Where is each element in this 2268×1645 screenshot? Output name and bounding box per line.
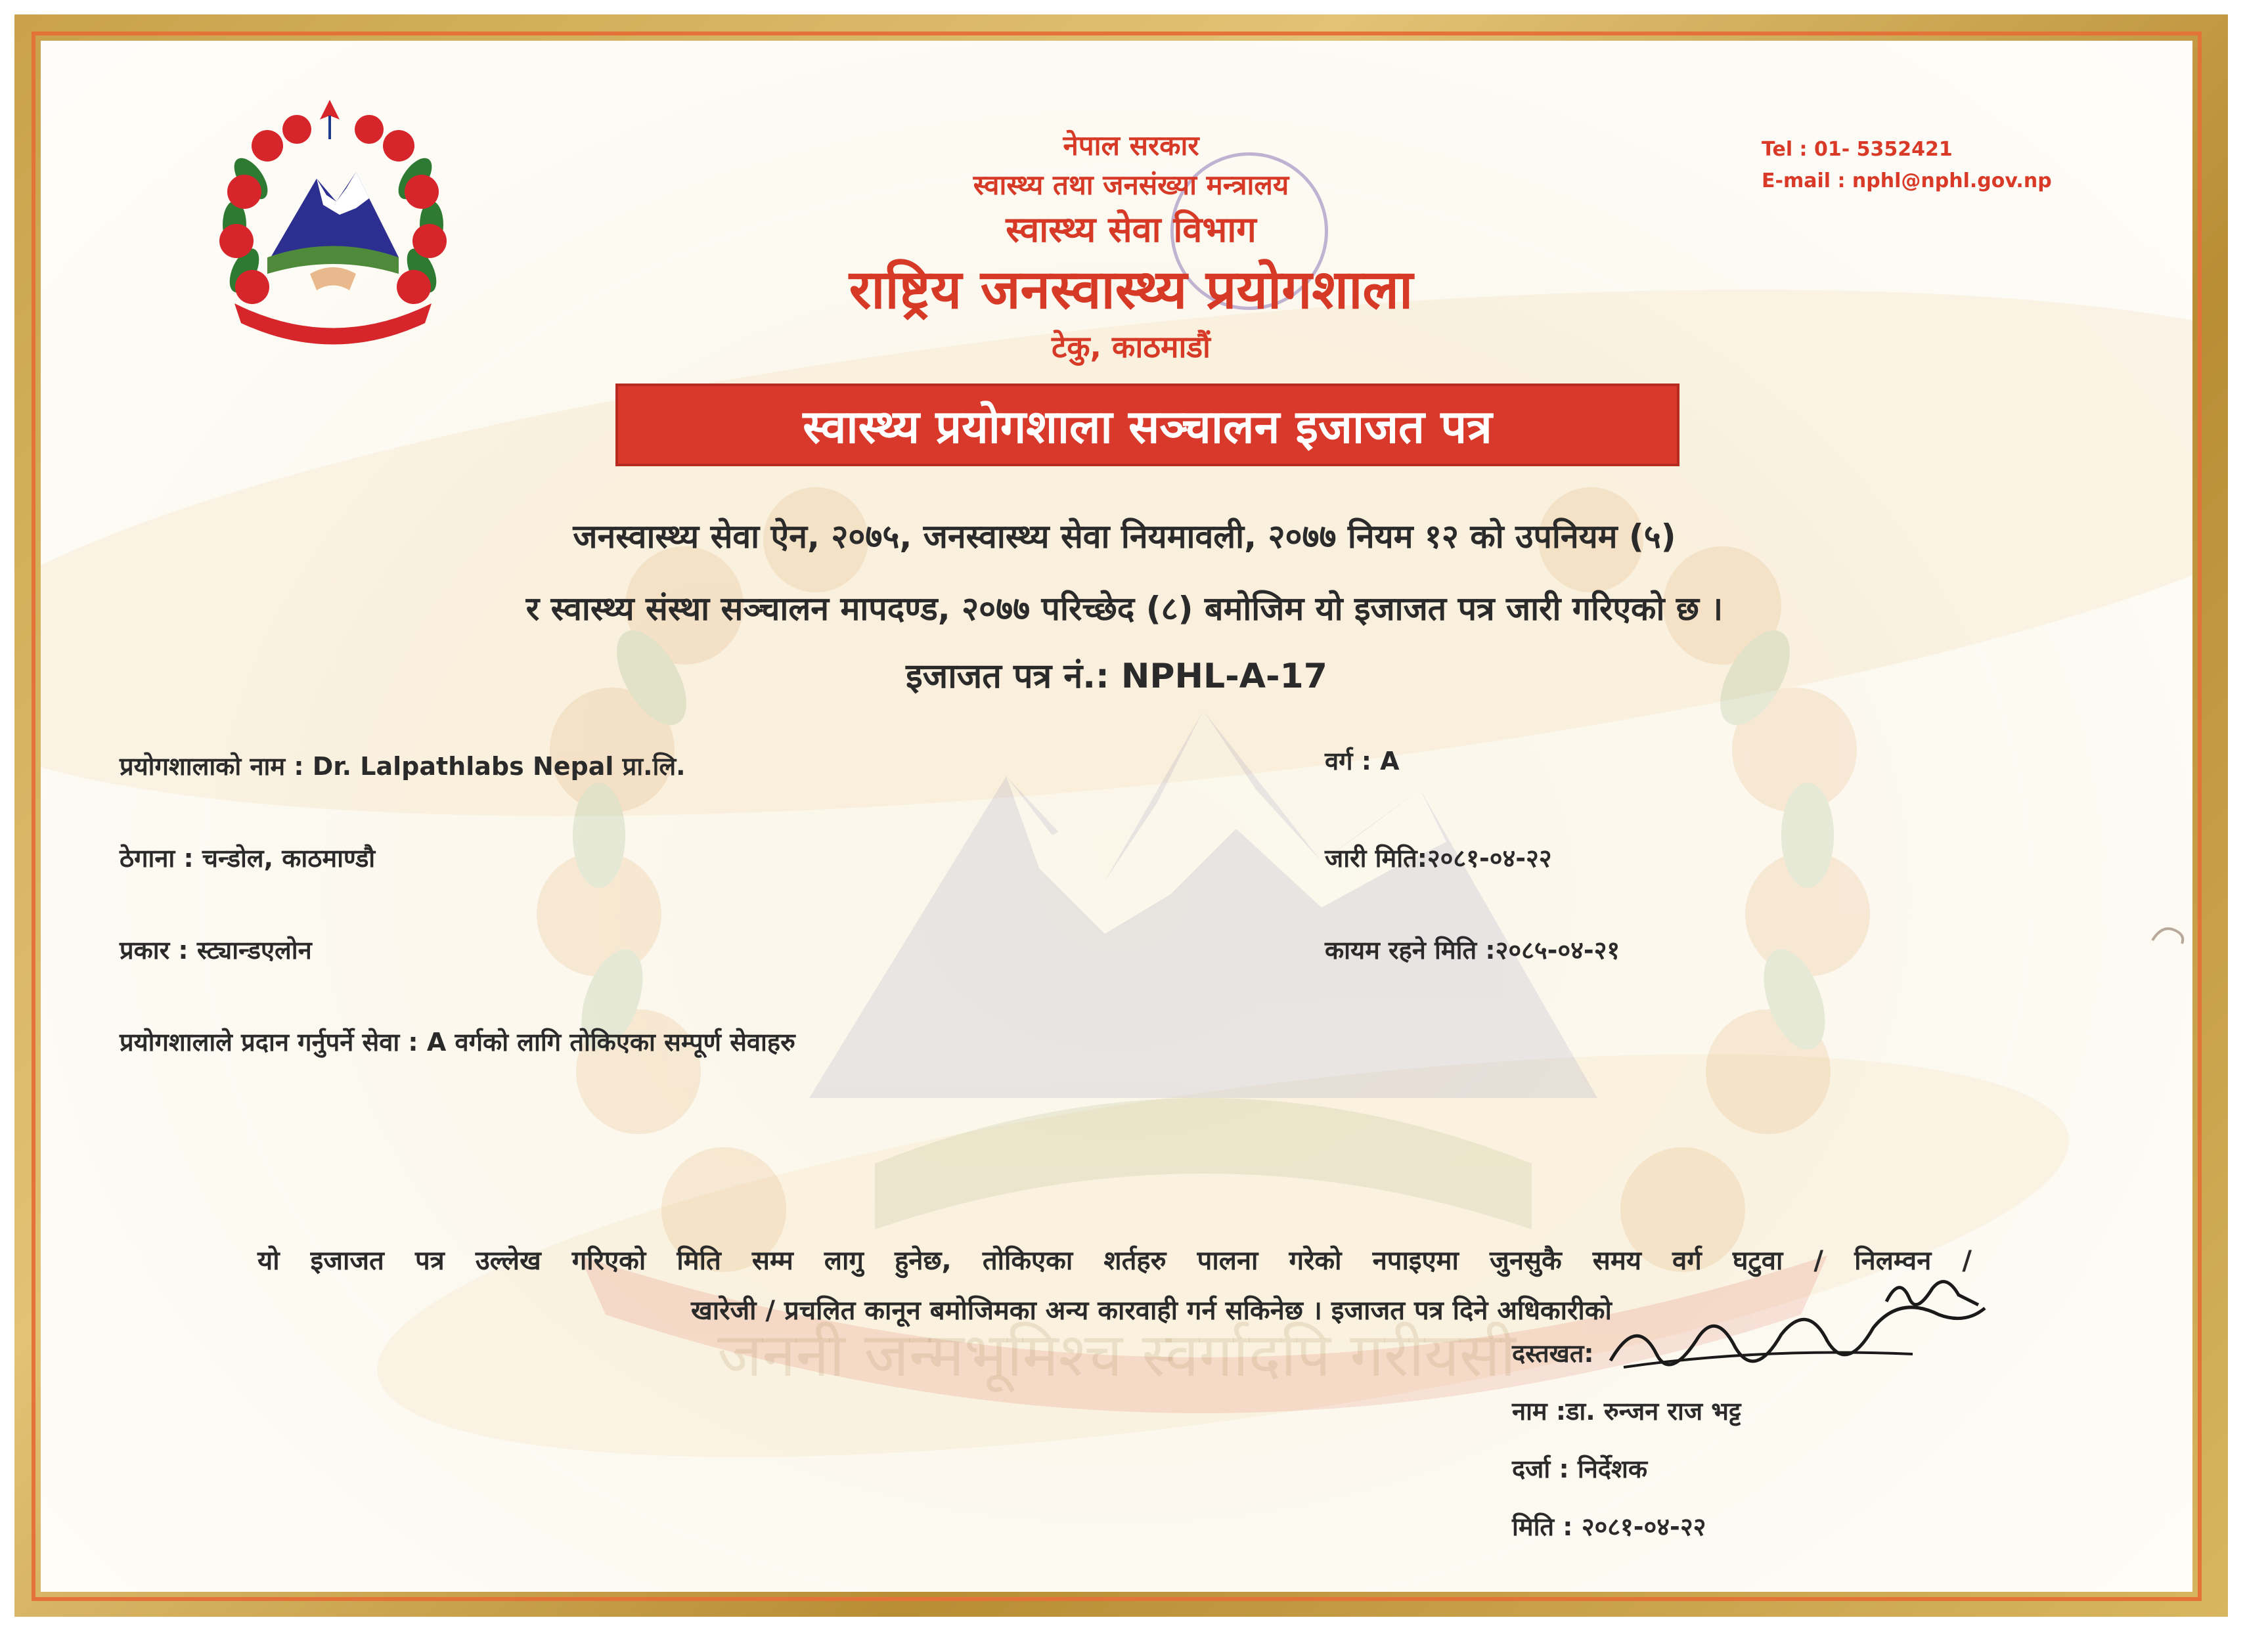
signatory-name: नाम :डा. रुन्जन राज भट्ट — [1512, 1397, 1741, 1426]
certificate-title-banner: स्वास्थ्य प्रयोगशाला सञ्चालन इजाजत पत्र — [615, 384, 1679, 466]
lab-name-field: प्रयोगशालाको नाम : Dr. Lalpathlabs Nepal प्रा.लि. — [120, 752, 686, 781]
ministry-name: स्वास्थ्य तथा जनसंख्या मन्त्रालय — [973, 169, 1289, 201]
conditions-line-1: यो इजाजत पत्र उल्लेख गरिएको मिति सम्म लागु हुनेछ, तोकिएका शर्तहरु पालना गरेको नपाइएमा जुनसुकै समय वर्ग घटुवा / निलम्वन / — [257, 1246, 1972, 1276]
signature-label: दस्तखत: — [1512, 1339, 1594, 1368]
address-field: ठेगाना : चन्डोल, काठमाण्डौ — [120, 844, 376, 873]
conditions-line-2: खारेजी / प्रचलित कानून बमोजिमका अन्य कारवाही गर्न सकिनेछ । इजाजत पत्र दिने अधिकारीको — [691, 1296, 1612, 1326]
department-name: स्वास्थ्य सेवा विभाग — [1006, 209, 1256, 250]
services-field: प्रयोगशालाले प्रदान गर्नुपर्ने सेवा : A वर्गको लागि तोकिएका सम्पूर्ण सेवाहरु — [120, 1028, 795, 1057]
lab-type-field: प्रकार : स्ट्यान्डएलोन — [120, 936, 312, 965]
legal-basis-line-1: जनस्वास्थ्य सेवा ऐन, २०७५, जनस्वास्थ्य सेवा नियमावली, २०७७ नियम १२ को उपनियम (५) — [573, 517, 1676, 556]
legal-basis-statement — [264, 500, 1985, 645]
office-location: टेकु, काठमाडौं — [1052, 329, 1211, 364]
nepal-coat-of-arms-emblem — [205, 93, 461, 356]
emblem-motto-watermark: जननी जन्मभूमिश्च स्वर्गादपि गरीयसी — [717, 1320, 1516, 1390]
permit-number: इजाजत पत्र नं.: NPHL-A-17 — [906, 657, 1327, 696]
class-field: वर्ग : A — [1325, 747, 1400, 776]
paper-blemish — [2149, 921, 2189, 947]
email: E-mail : nphl@nphl.gov.np — [1762, 169, 2052, 192]
contact-info — [1762, 134, 2103, 197]
legal-basis-line-2: र स्वास्थ्य संस्था सञ्चालन मापदण्ड, २०७७ परिच्छेद (८) बमोजिम यो इजाजत पत्र जारी गरिएको छ । — [525, 590, 1723, 628]
certificate-paper — [41, 41, 2192, 1592]
valid-until-field: कायम रहने मिति :२०८५-०४-२१ — [1325, 936, 1620, 965]
issue-date-field: जारी मिति:२०८१-०४-२२ — [1325, 844, 1552, 873]
government-name: नेपाल सरकार — [1063, 129, 1199, 162]
letterhead — [500, 126, 1762, 368]
telephone: Tel : 01- 5352421 — [1762, 138, 1953, 161]
signatory-designation: दर्जा : निर्देशक — [1512, 1455, 1648, 1483]
laboratory-name: राष्ट्रिय जनस्वास्थ्य प्रयोगशाला — [849, 259, 1413, 321]
handwritten-signature — [1597, 1288, 1991, 1387]
signatory-date: मिति : २०८१-०४-२२ — [1512, 1512, 1706, 1541]
